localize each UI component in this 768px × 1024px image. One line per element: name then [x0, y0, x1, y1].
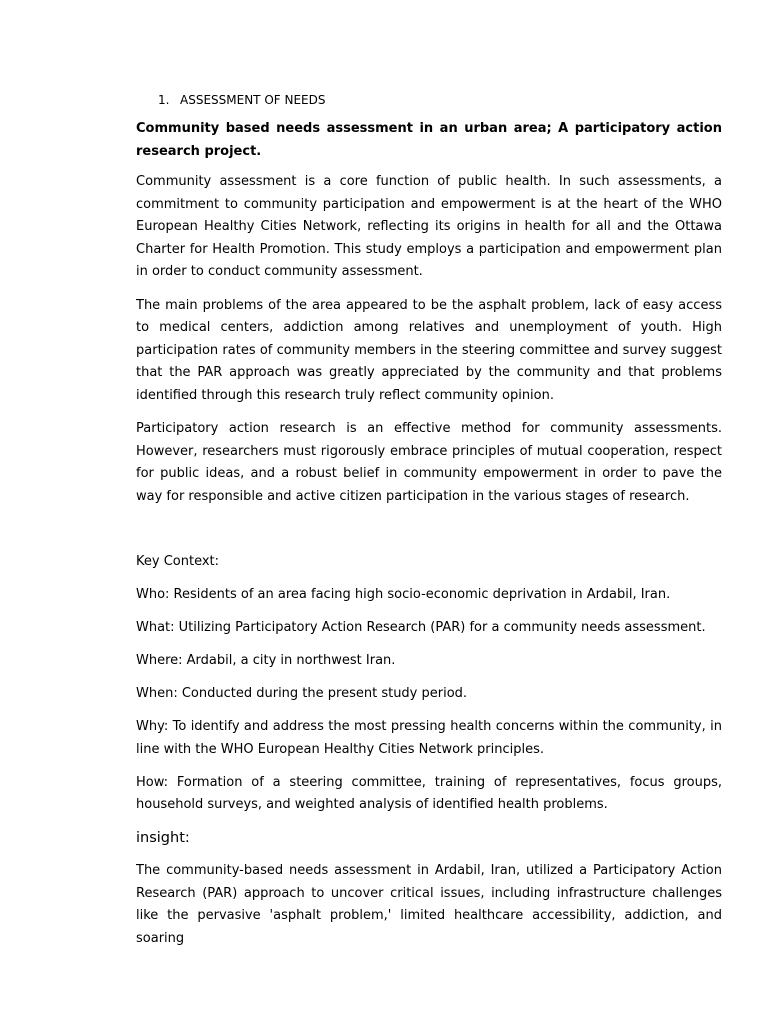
insight-paragraph: The community-based needs assessment in Ardabil, Iran, utilized a Participatory Action Research (PAR) approach to uncover critical issues, including infrastructure challenges like the pervasive 'asphalt problem,' limited healthcare accessibility, addiction, and soaring	[136, 863, 722, 946]
section-heading	[158, 90, 722, 110]
paragraph-intro: Community assessment is a core function of public health. In such assessments, a commitment to community participation and empowerment is at the heart of the WHO European Healthy Cities Network, reflecting its origins in health for all and the Ottawa Charter for Health Promotion. This study employs a participation and empowerment plan in order to conduct community assessment.	[136, 174, 722, 279]
key-context-when: When: Conducted during the present study period.	[136, 686, 468, 701]
paragraph-conclusion: Participatory action research is an effective method for community assessments. However, researchers must rigorously embrace principles of mutual cooperation, respect for public ideas, and a robust belief in community empowerment in order to pave the way for responsible and active citizen participation in the various stages of research.	[136, 421, 722, 504]
section-number: 1.	[158, 93, 170, 107]
insight-heading: insight:	[136, 830, 190, 846]
key-context-how: How: Formation of a steering committee, training of representatives, focus groups, household surveys, and weighted analysis of identified health problems.	[136, 774, 722, 812]
key-context-who: Who: Residents of an area facing high socio-economic deprivation in Ardabil, Iran.	[136, 587, 671, 602]
key-context-heading: Key Context:	[136, 554, 220, 569]
key-context-where: Where: Ardabil, a city in northwest Iran.	[136, 653, 396, 668]
paragraph-problems: The main problems of the area appeared to be the asphalt problem, lack of easy access to medical centers, addiction among relatives and unemployment of youth. High participation rates of community members in the steering committee and survey suggest that the PAR approach was greatly appreciated by the community and that problems identified through this research truly reflect community opinion.	[136, 297, 722, 403]
key-context-why: Why: To identify and address the most pressing health concerns within the community, in line with the WHO European Healthy Cities Network principles.	[136, 719, 722, 757]
key-context-what: What: Utilizing Participatory Action Research (PAR) for a community needs assessment.	[136, 620, 706, 635]
section-heading-text: ASSESSMENT OF NEEDS	[180, 93, 326, 107]
document-page	[136, 90, 722, 961]
document-title: Community based needs assessment in an urban area; A participatory action research project.	[136, 121, 722, 159]
